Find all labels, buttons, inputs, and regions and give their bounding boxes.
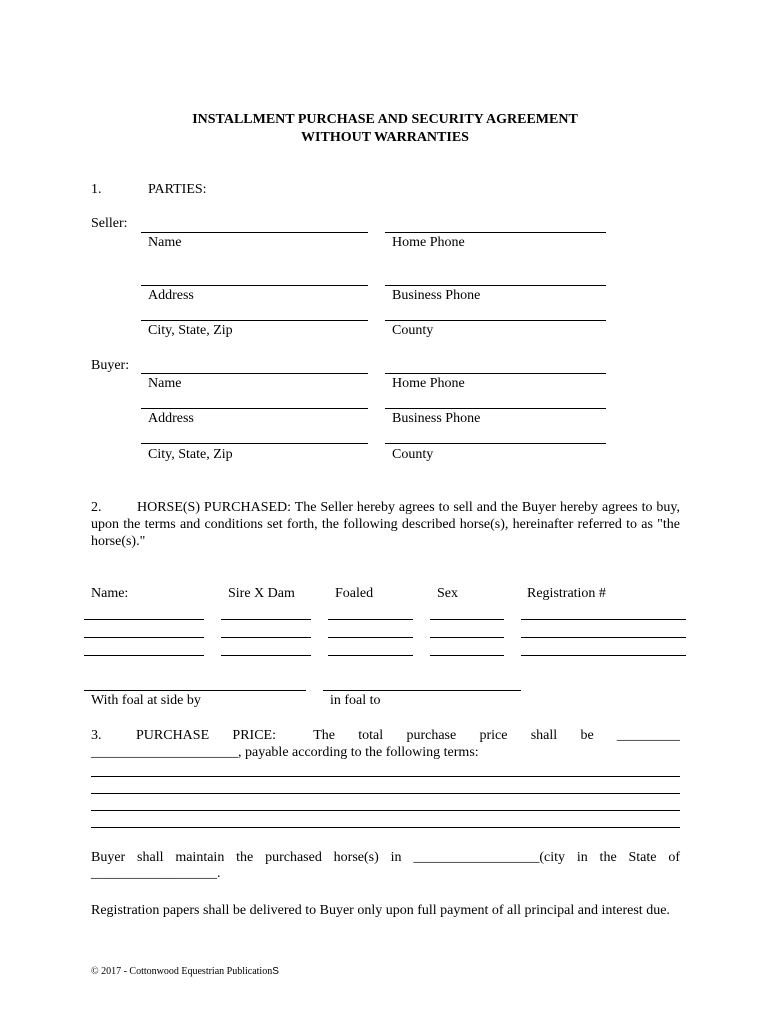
buyer-business-phone-line[interactable] <box>385 408 606 409</box>
buyer-label: Buyer: <box>91 358 130 373</box>
terms-line-3[interactable] <box>91 810 680 811</box>
seller-name-line[interactable] <box>141 232 368 233</box>
horse-row3-registration-line[interactable] <box>521 655 686 656</box>
in-foal-to-caption: in foal to <box>330 693 381 708</box>
horse-row1-registration-line[interactable] <box>521 619 686 620</box>
footer-suffix: S <box>272 966 279 977</box>
horse-row1-sex-line[interactable] <box>430 619 504 620</box>
section3-word: shall <box>530 728 558 743</box>
seller-home-phone-line[interactable] <box>385 232 606 233</box>
horse-row1-name-line[interactable] <box>84 619 204 620</box>
maintain-line1: Buyer shall maintain the purchased horse(s) in __________________(city in the State of <box>91 850 680 865</box>
horse-row1-sire-line[interactable] <box>221 619 311 620</box>
terms-line-4[interactable] <box>91 827 680 828</box>
seller-address-line[interactable] <box>141 285 368 286</box>
maintain-line2: __________________. <box>91 866 221 881</box>
section2-paragraph <box>91 499 680 550</box>
horse-row2-name-line[interactable] <box>84 637 204 638</box>
section1-heading: PARTIES: <box>148 182 207 197</box>
document-title-line1: INSTALLMENT PURCHASE AND SECURITY AGREEMENT <box>192 112 578 127</box>
section3-line2: _____________________, payable according to the following terms: <box>91 745 479 760</box>
section3-line1 <box>136 728 680 744</box>
section3-number: 3. <box>91 728 102 743</box>
buyer-business-phone-caption: Business Phone <box>392 411 481 426</box>
in-foal-to-line[interactable] <box>323 690 521 691</box>
horse-col-name: Name: <box>91 586 129 601</box>
horse-row2-sire-line[interactable] <box>221 637 311 638</box>
buyer-city-caption: City, State, Zip <box>148 447 233 462</box>
footer-copyright <box>91 964 279 980</box>
terms-line-2[interactable] <box>91 793 680 794</box>
buyer-address-caption: Address <box>148 411 194 426</box>
horse-row3-sire-line[interactable] <box>221 655 311 656</box>
buyer-home-phone-line[interactable] <box>385 373 606 374</box>
section3-word: be <box>580 728 594 743</box>
seller-business-phone-line[interactable] <box>385 285 606 286</box>
seller-city-line[interactable] <box>141 320 368 321</box>
seller-label: Seller: <box>91 216 128 231</box>
buyer-home-phone-caption: Home Phone <box>392 376 465 391</box>
section1-number: 1. <box>91 182 102 197</box>
section3-word: PURCHASE <box>136 728 210 743</box>
section2-text: HORSE(S) PURCHASED: The Seller hereby agrees to sell and the Buyer hereby agrees to buy, upon the terms and conditions set forth, the following described horse(s), hereinafter referred to as "the horse(s)." <box>91 500 680 549</box>
terms-line-1[interactable] <box>91 776 680 777</box>
horse-row3-sex-line[interactable] <box>430 655 504 656</box>
seller-county-caption: County <box>392 323 434 338</box>
registration-paragraph: Registration papers shall be delivered to Buyer only upon full payment of all principal and interest due. <box>91 903 670 918</box>
horse-row3-foaled-line[interactable] <box>328 655 413 656</box>
horse-col-registration: Registration # <box>527 586 606 601</box>
foal-at-side-caption: With foal at side by <box>91 693 201 708</box>
section2-number: 2. <box>91 500 102 515</box>
buyer-county-caption: County <box>392 447 434 462</box>
seller-home-phone-caption: Home Phone <box>392 235 465 250</box>
section3-word: purchase <box>406 728 457 743</box>
horse-row2-foaled-line[interactable] <box>328 637 413 638</box>
seller-name-caption: Name <box>148 235 182 250</box>
footer-text: © 2017 - Cottonwood Equestrian Publication <box>91 966 273 977</box>
horse-row3-name-line[interactable] <box>84 655 204 656</box>
horse-row2-sex-line[interactable] <box>430 637 504 638</box>
seller-city-caption: City, State, Zip <box>148 323 233 338</box>
horse-col-sex: Sex <box>437 586 458 601</box>
price-blank[interactable]: _________ <box>616 728 680 743</box>
horse-col-foaled: Foaled <box>335 586 374 601</box>
horse-row2-registration-line[interactable] <box>521 637 686 638</box>
section3-word: PRICE: <box>232 728 276 743</box>
seller-address-caption: Address <box>148 288 194 303</box>
buyer-name-caption: Name <box>148 376 182 391</box>
section3-word: price <box>479 728 508 743</box>
buyer-county-line[interactable] <box>385 443 606 444</box>
buyer-name-line[interactable] <box>141 373 368 374</box>
horse-row1-foaled-line[interactable] <box>328 619 413 620</box>
seller-county-line[interactable] <box>385 320 606 321</box>
document-title-line2: WITHOUT WARRANTIES <box>301 130 469 145</box>
section3-word: total <box>358 728 384 743</box>
horse-col-sire-dam: Sire X Dam <box>228 586 295 601</box>
seller-business-phone-caption: Business Phone <box>392 288 481 303</box>
buyer-address-line[interactable] <box>141 408 368 409</box>
foal-at-side-line[interactable] <box>84 690 306 691</box>
buyer-city-line[interactable] <box>141 443 368 444</box>
section3-word: The <box>313 728 336 743</box>
